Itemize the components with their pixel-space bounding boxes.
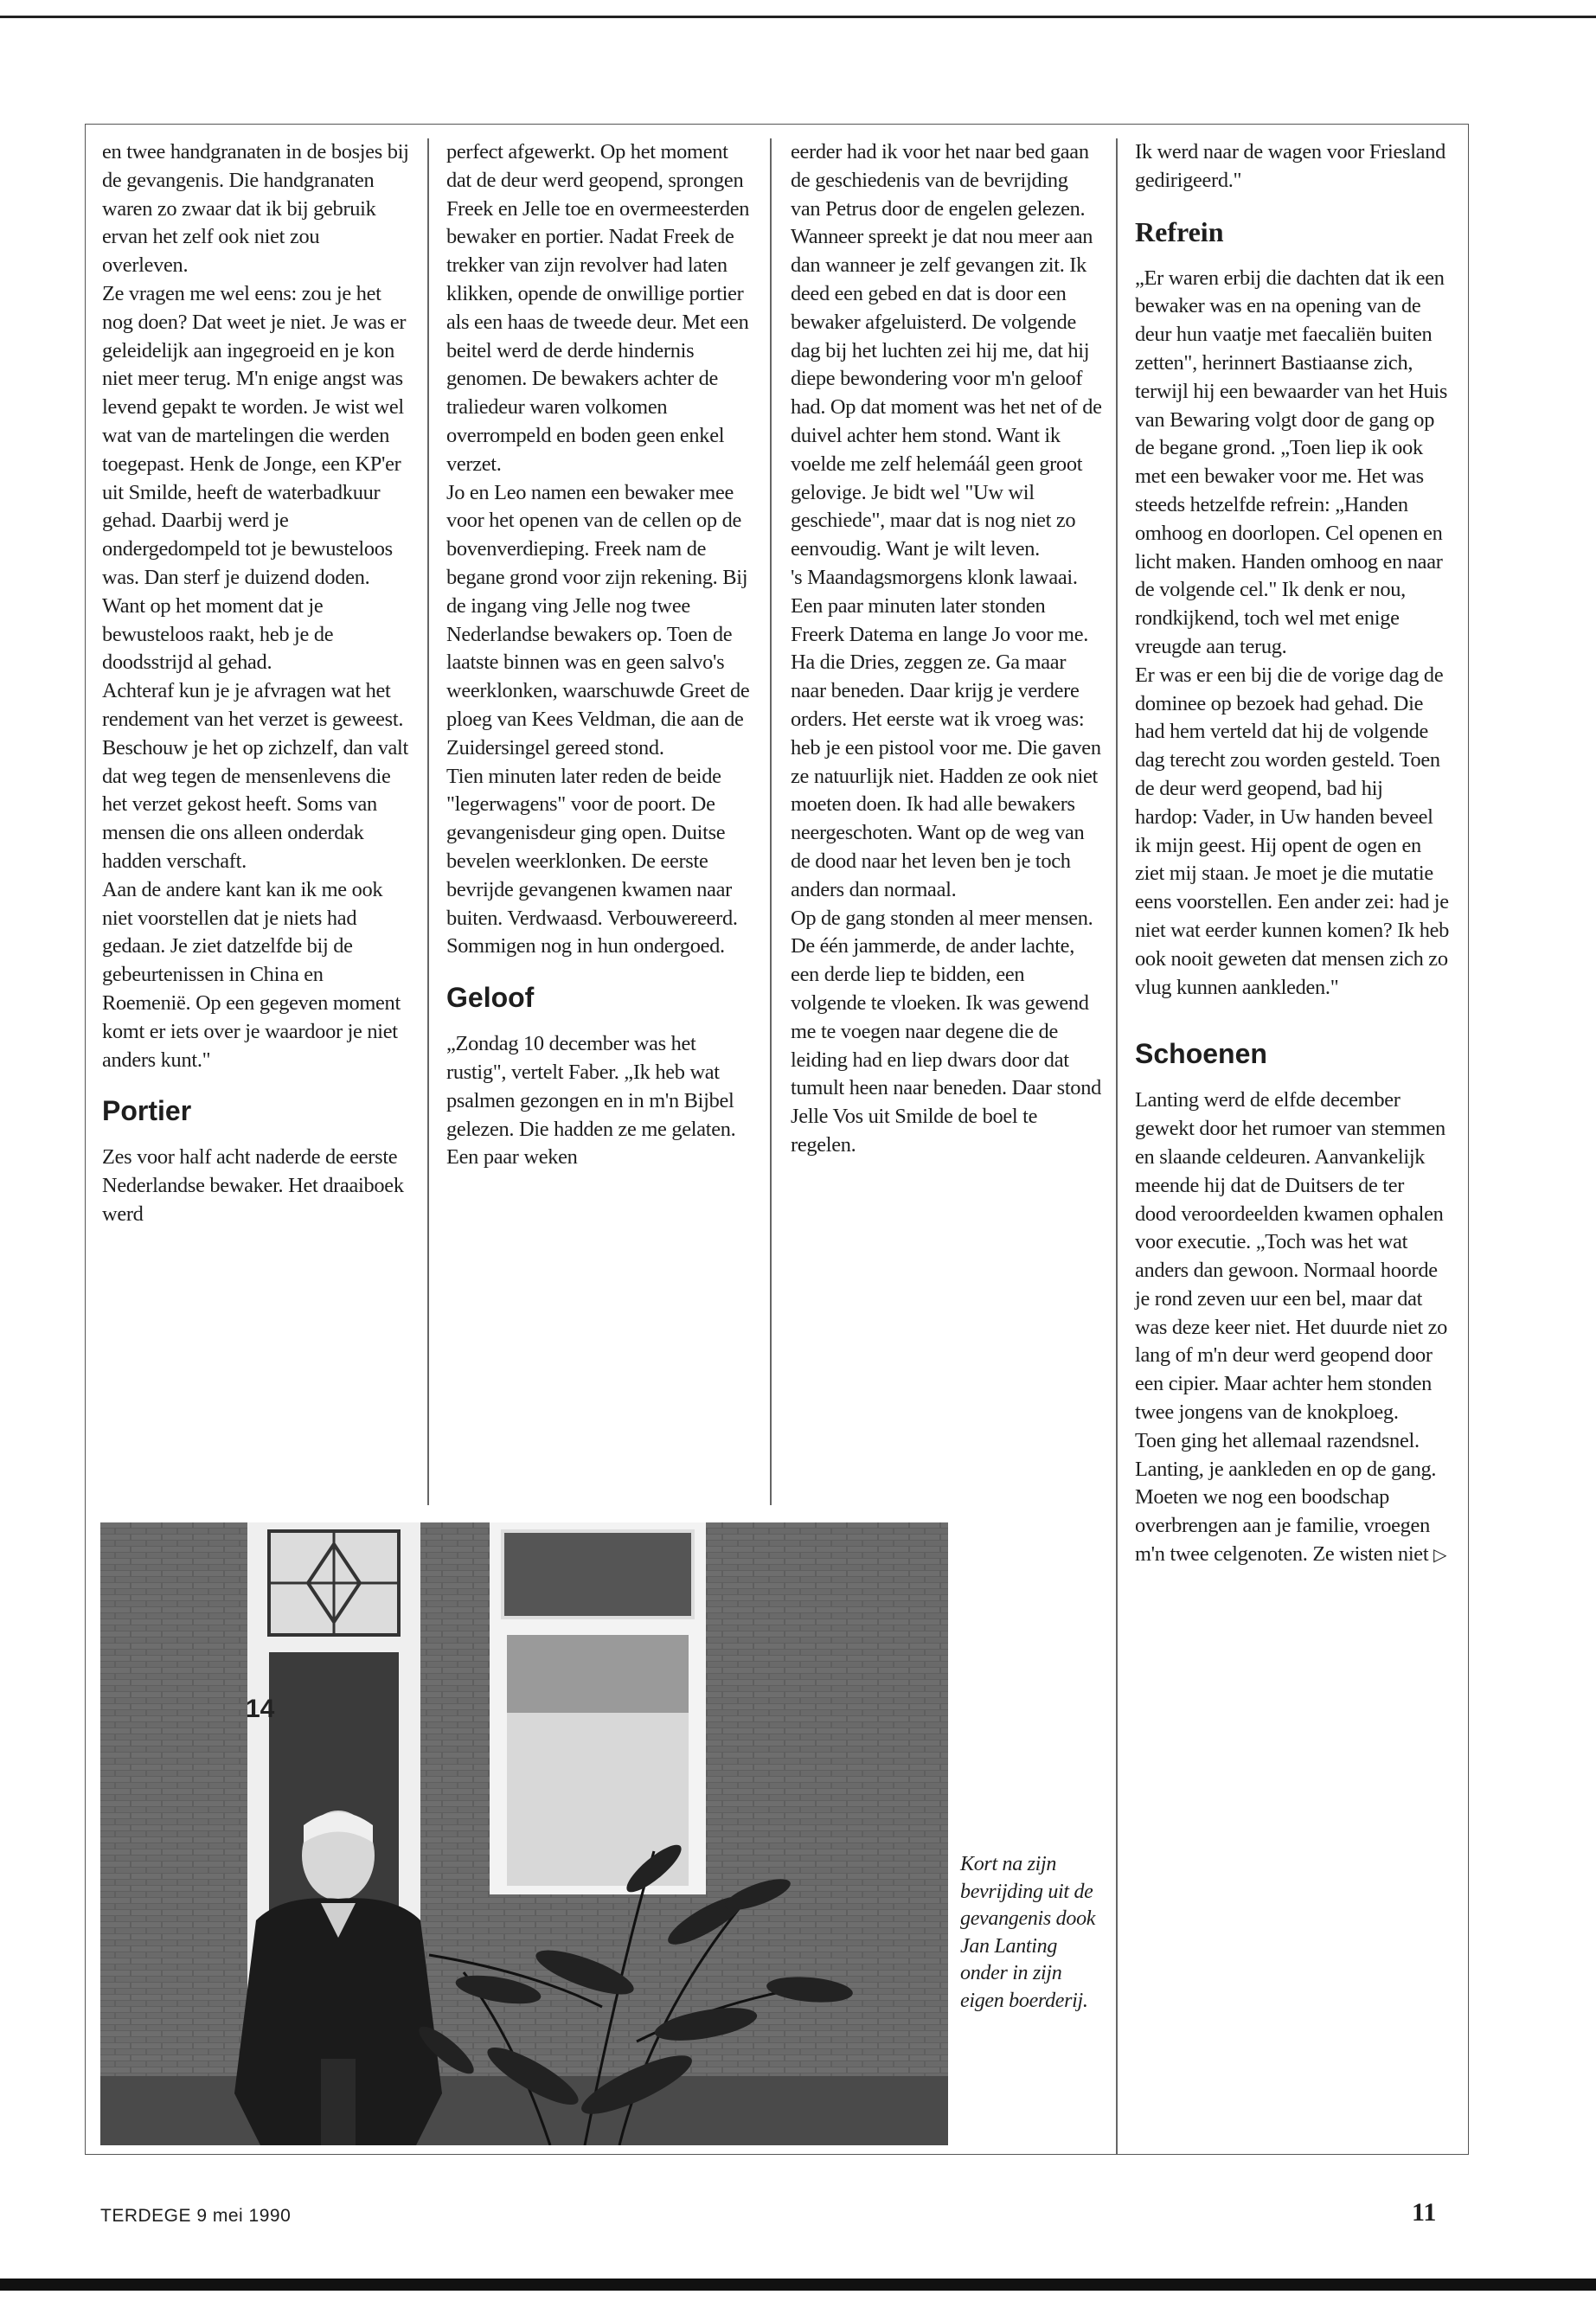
continue-arrow-icon: ▷ — [1433, 1544, 1447, 1566]
paragraph: Ik werd naar de wagen voor Friesland gedirigeerd." — [1135, 140, 1445, 192]
paragraph — [1135, 1427, 1450, 1569]
paragraph: Zes voor half acht naderde de eerste Nederlandse bewaker. Het draaiboek werd — [102, 1145, 404, 1226]
paragraph: Jo en Leo namen een bewaker mee voor het openen van de cellen op de bovenverdieping. Freek nam de begane grond voor zijn rekening. Bij de ingang ving Jelle nog twee Nederlandse bewakers op. Toen de laatste binnen was en geen salvo's weerklonken, waarschuwde Greet de ploeg van Kees Veldman, die aan de Zuidersingel gereed stond. — [446, 480, 750, 760]
section-heading-portier: Portier — [102, 1095, 192, 1127]
paragraph: perfect afgewerkt. Op het moment dat de deur werd geopend, sprongen Freek en Jelle toe en overmeesterden bewaker en portier. Nadat Freek de trekker van zijn revolver had laten klikken, opende de onwillige portier als een haas de tweede deur. Met een beitel werd de derde hindernis genomen. De bewakers achter de traliedeur waren volkomen overrompeld en boden geen enkel verzet. — [446, 140, 750, 476]
article-column-4 — [1135, 138, 1450, 1569]
paragraph: „Er waren erbij die dachten dat ik een bewaker was en na opening van de deur hun vaatje met faecaliën buiten zetten", herinnert Bastiaanse zich, terwijl hij een bewaarder van het Huis van Bewaring volgt door de gang op de begane grond. „Toen liep ik ook met een bewaker voor me. Het was steeds hetzelfde refrein: „Handen omhoog en doorlopen. Cel openen en licht maken. Handen omhoog en naar de volgende cel." Ik denk er nou, rondkijkend, toch wel met enige vreugde aan terug. — [1135, 266, 1448, 658]
section-heading-geloof: Geloof — [446, 982, 535, 1014]
paragraph: „Zondag 10 december was het rustig", vertelt Faber. „Ik heb wat psalmen gezongen en in m'n Bijbel gelezen. Die hadden ze me gelaten. Een paar weken — [446, 1032, 736, 1170]
photo-caption: Kort na zijn bevrijding uit de gevangenis dook Jan Lanting onder in zijn eigen boerderij. — [960, 1853, 1096, 2012]
column-divider — [770, 138, 772, 1505]
paragraph: Lanting werd de elfde december gewekt door het rumoer van stemmen en slaande celdeuren. Aanvankelijk meende hij dat de Duitsers de ter dood veroordeelden kwamen ophalen voor executie. „Toch was het wat anders dan gewoon. Normaal hoorde je rond zeven uur een bel, maar dat was deze keer niet. Het duurde niet zo lang of m'n deur werd geopend door een cipier. Maar achter hem stonden twee jongens van de knokploeg. — [1135, 1088, 1448, 1425]
article-column-1 — [102, 138, 409, 1229]
paragraph: eerder had ik voor het naar bed gaan de geschiedenis van de bevrijding van Petrus door de engelen gelezen. Wanneer spreekt je dat nou meer aan dan wanneer je zelf gevangen zit. Ik deed een gebed en dat is door een bewaker afgeluisterd. De volgende dag bij het luchten zei hij me, dat hij diepe bewondering voor m'n geloof had. Op dat moment was het net of de duivel achter hem stond. Want ik voelde me zelf helemáál geen groot gelovige. Je bidt wel "Uw wil geschiede", maar dat is nog niet zo eenvoudig. Want je wilt leven. — [791, 140, 1102, 561]
article-column-3 — [791, 138, 1102, 1160]
paragraph: Ze vragen me wel eens: zou je het nog doen? Dat weet je niet. Je was er geleidelijk aan ingegroeid en je kon niet meer terug. M'n enige angst was levend gepakt te worden. Je wist wel wat van de martelingen die werden toegepast. Henk de Jonge, een KP'er uit Smilde, heeft de waterbadkuur gehad. Daarbij werd je ondergedompeld tot je bewusteloos was. Dan sterf je duizend doden. Want op het moment dat je bewusteloos raakt, heb je de doodsstrijd al gehad. — [102, 281, 407, 675]
paragraph-text: Toen ging het allemaal razendsnel. Lanting, je aankleden en op de gang. Moeten we nog een boodschap overbrengen aan je familie, vroegen m'n twee celgenoten. Ze wisten niet — [1135, 1428, 1437, 1567]
article-column-2 — [446, 138, 753, 1172]
paragraph: Aan de andere kant kan ik me ook niet voorstellen dat je niets had gedaan. Je ziet datzelfde bij de gebeurtenissen in China en Roemenië. Op een gegeven moment komt er iets over je waardoor je niet anders kunt." — [102, 877, 401, 1072]
page-number: 11 — [1412, 2198, 1437, 2227]
column-divider — [427, 138, 429, 1505]
paragraph: Er was er een bij die de vorige dag de dominee op bezoek had gehad. Die had hem verteld dat hij de volgende dag terecht zou worden gesteld. Toen de deur werd geopend, bad hij hardop: Vader, in Uw handen beveel ik mijn geest. Hij opent de ogen en ziet mij staan. Je moet je die mutatie eens voorstellen. Een ander zei: had je niet wat eerder kunnen komen? Ik heb ook nooit geweten dat mensen zich zo vlug kunnen aankleden." — [1135, 663, 1450, 999]
column-divider — [1116, 138, 1118, 2154]
paragraph: 's Maandagsmorgens klonk lawaai. Een paar minuten later stonden Freerk Datema en lange Jo voor me. Ha die Dries, zeggen ze. Ga maar naar beneden. Daar krijg je verdere orders. Het eerste wat ik vroeg was: heb je een pistool voor me. Die gaven ze natuurlijk niet. Hadden ze ook niet moeten doen. Ik had alle bewakers neergeschoten. Want op de weg van de dood naar het leven ben je toch anders dan normaal. — [791, 565, 1101, 901]
article-photo — [100, 1522, 948, 2145]
section-heading-schoenen: Schoenen — [1135, 1038, 1267, 1070]
section-heading-refrein: Refrein — [1135, 215, 1224, 247]
top-rule — [0, 16, 1596, 18]
photo-illustration — [100, 1522, 948, 2145]
paragraph: Achteraf kun je je afvragen wat het rendement van het verzet is geweest. Beschouw je het op zichzelf, dan valt dat weg tegen de mensenlevens die het verzet gekost heeft. Soms van mensen die ons alleen onderdak hadden verschaft. — [102, 679, 408, 873]
publication-footer: TERDEGE 9 mei 1990 — [100, 2206, 292, 2226]
paragraph: Op de gang stonden al meer mensen. De één jammerde, de ander lachte, een derde liep te bidden, een volgende te vloeken. Ik was gewend me te voegen naar degene die de leiding had en liep dwars door dat tumult heen naar beneden. Daar stond Jelle Vos uit Smilde de boel te regelen. — [791, 906, 1101, 1157]
paragraph: en twee handgranaten in de bosjes bij de gevangenis. Die handgranaten waren zo zwaar dat ik bij gebruik ervan het zelf ook niet zou overleven. — [102, 140, 409, 278]
house-number: 14 — [246, 1695, 275, 1723]
paragraph: Tien minuten later reden de beide "legerwagens" voor de poort. De gevangenisdeur ging open. Duitse bevelen weerklonken. De eerste bevrijde gevangenen kwamen naar buiten. Verdwaasd. Verbouwereerd. Sommigen nog in hun ondergoed. — [446, 764, 738, 958]
bottom-rule — [0, 2279, 1596, 2291]
